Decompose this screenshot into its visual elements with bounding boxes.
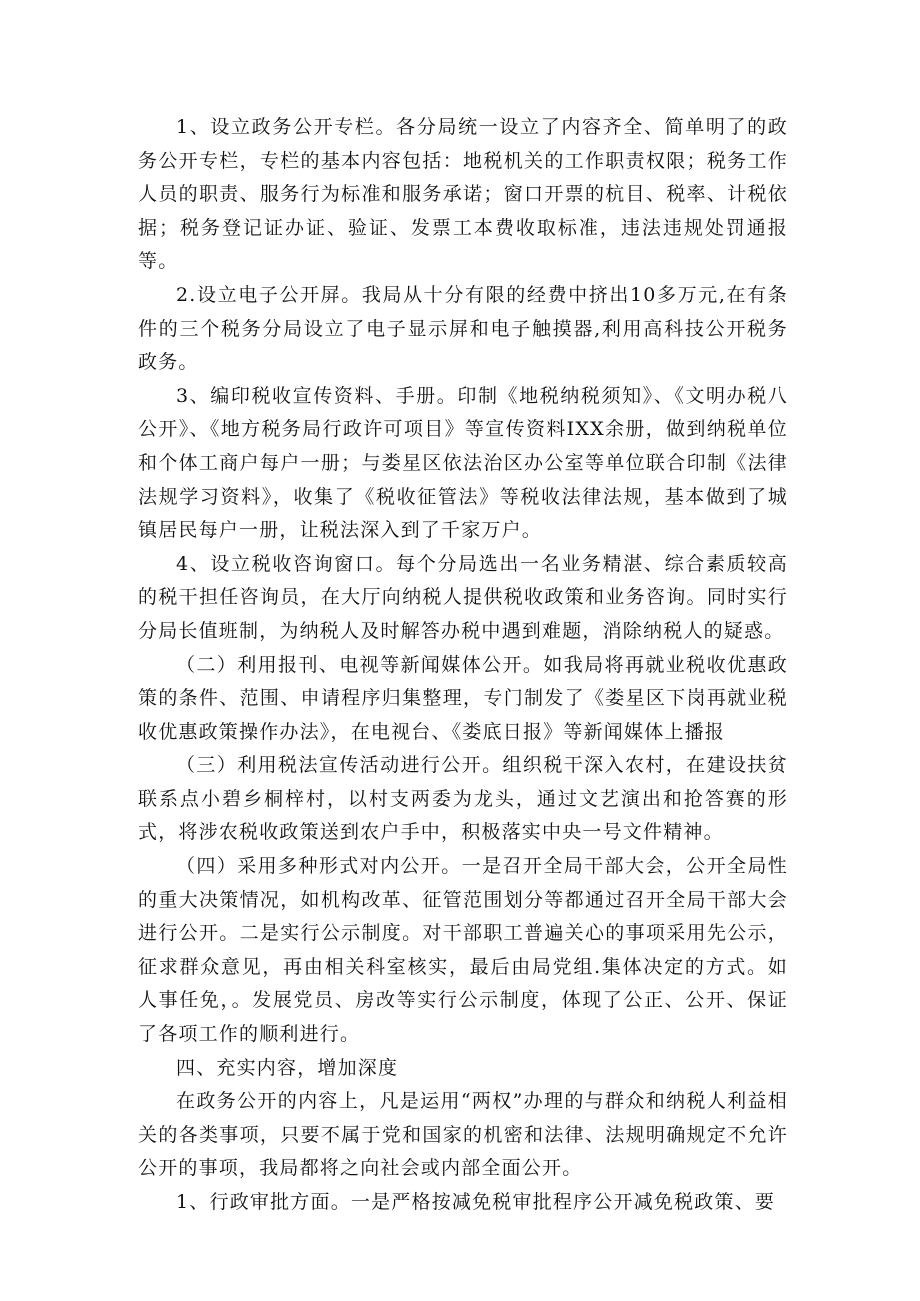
paragraph-7: （四）采用多种形式对内公开。一是召开全局干部大会，公开全局性的重大决策情况，如机构改革、征管范围划分等都通过召开全局干部大会进行公开。二是实行公示制度。对干部职工普遍关心的事项采用先公示，征求群众意见，再由相关科室核实，最后由局党组.集体决定的方式。如人事任免，。发展党员、房改等实行公示制度，体现了公正、公开、保证了各项工作的顺利进行。	[138, 855, 788, 1046]
paragraph-9: 1、行政审批方面。一是严格按减免税审批程序公开减免税政策、要	[176, 1191, 776, 1213]
paragraph-8: 在政务公开的内容上，凡是运用“两权”办理的与群众和纳税人利益相关的各类事项，只要不属于党和国家的机密和法律、法规明确规定不允许公开的事项，我局都将之向社会或内部全面公开。	[138, 1090, 788, 1180]
section-heading: 四、充实内容，增加深度	[176, 1056, 399, 1079]
document-body	[138, 111, 788, 1220]
paragraph-1: 1、设立政务公开专栏。各分局统一设立了内容齐全、简单明了的政务公开专栏，专栏的基本内容包括：地税机关的工作职责权限；税务工作人员的职责、服务行为标准和服务承诺；窗口开票的杭目、税率、计税依据；税务登记证办证、验证、发票工本费收取标准，违法违规处罚通报等。	[138, 116, 788, 273]
paragraph-4: 4、设立税收咨询窗口。每个分局选出一名业务精湛、综合素质较高的税干担任咨询员，在大厅向纳税人提供税收政策和业务咨询。同时实行分局长值班制，为纳税人及时解答办税中遇到难题，消除纳税人的疑惑。	[138, 552, 788, 642]
paragraph-6: （三）利用税法宣传活动进行公开。组织税干深入农村，在建设扶贫联系点小碧乡桐梓村，以村支两委为龙头，通过文艺演出和抢答赛的形式，将涉农税收政策送到农户手中，积极落实中央一号文件精神。	[138, 754, 788, 844]
paragraph-2: 2.设立电子公开屏。我局从十分有限的经费中挤出10多万元,在有条件的三个税务分局设立了电子显示屏和电子触摸器,利用高科技公开税务政务。	[138, 283, 788, 374]
paragraph-3: 3、编印税收宣传资料、手册。印制《地税纳税须知》、《文明办税八公开》、《地方税务局行政许可项目》等宣传资料IXX余册，做到纳税单位和个体工商户每户一册；与娄星区依法治区办公室等单位联合印制《法律法规学习资料》，收集了《税收征管法》等税收法律法规，基本做到了城镇居民每户一册，让税法深入到了千家万户。	[138, 384, 788, 542]
paragraph-5: （二）利用报刊、电视等新闻媒体公开。如我局将再就业税收优惠政策的条件、范围、申请程序归集整理，专门制发了《娄星区下岗再就业税收优惠政策操作办法》，在电视台、《娄底日报》等新闻媒体上播报	[138, 653, 788, 743]
